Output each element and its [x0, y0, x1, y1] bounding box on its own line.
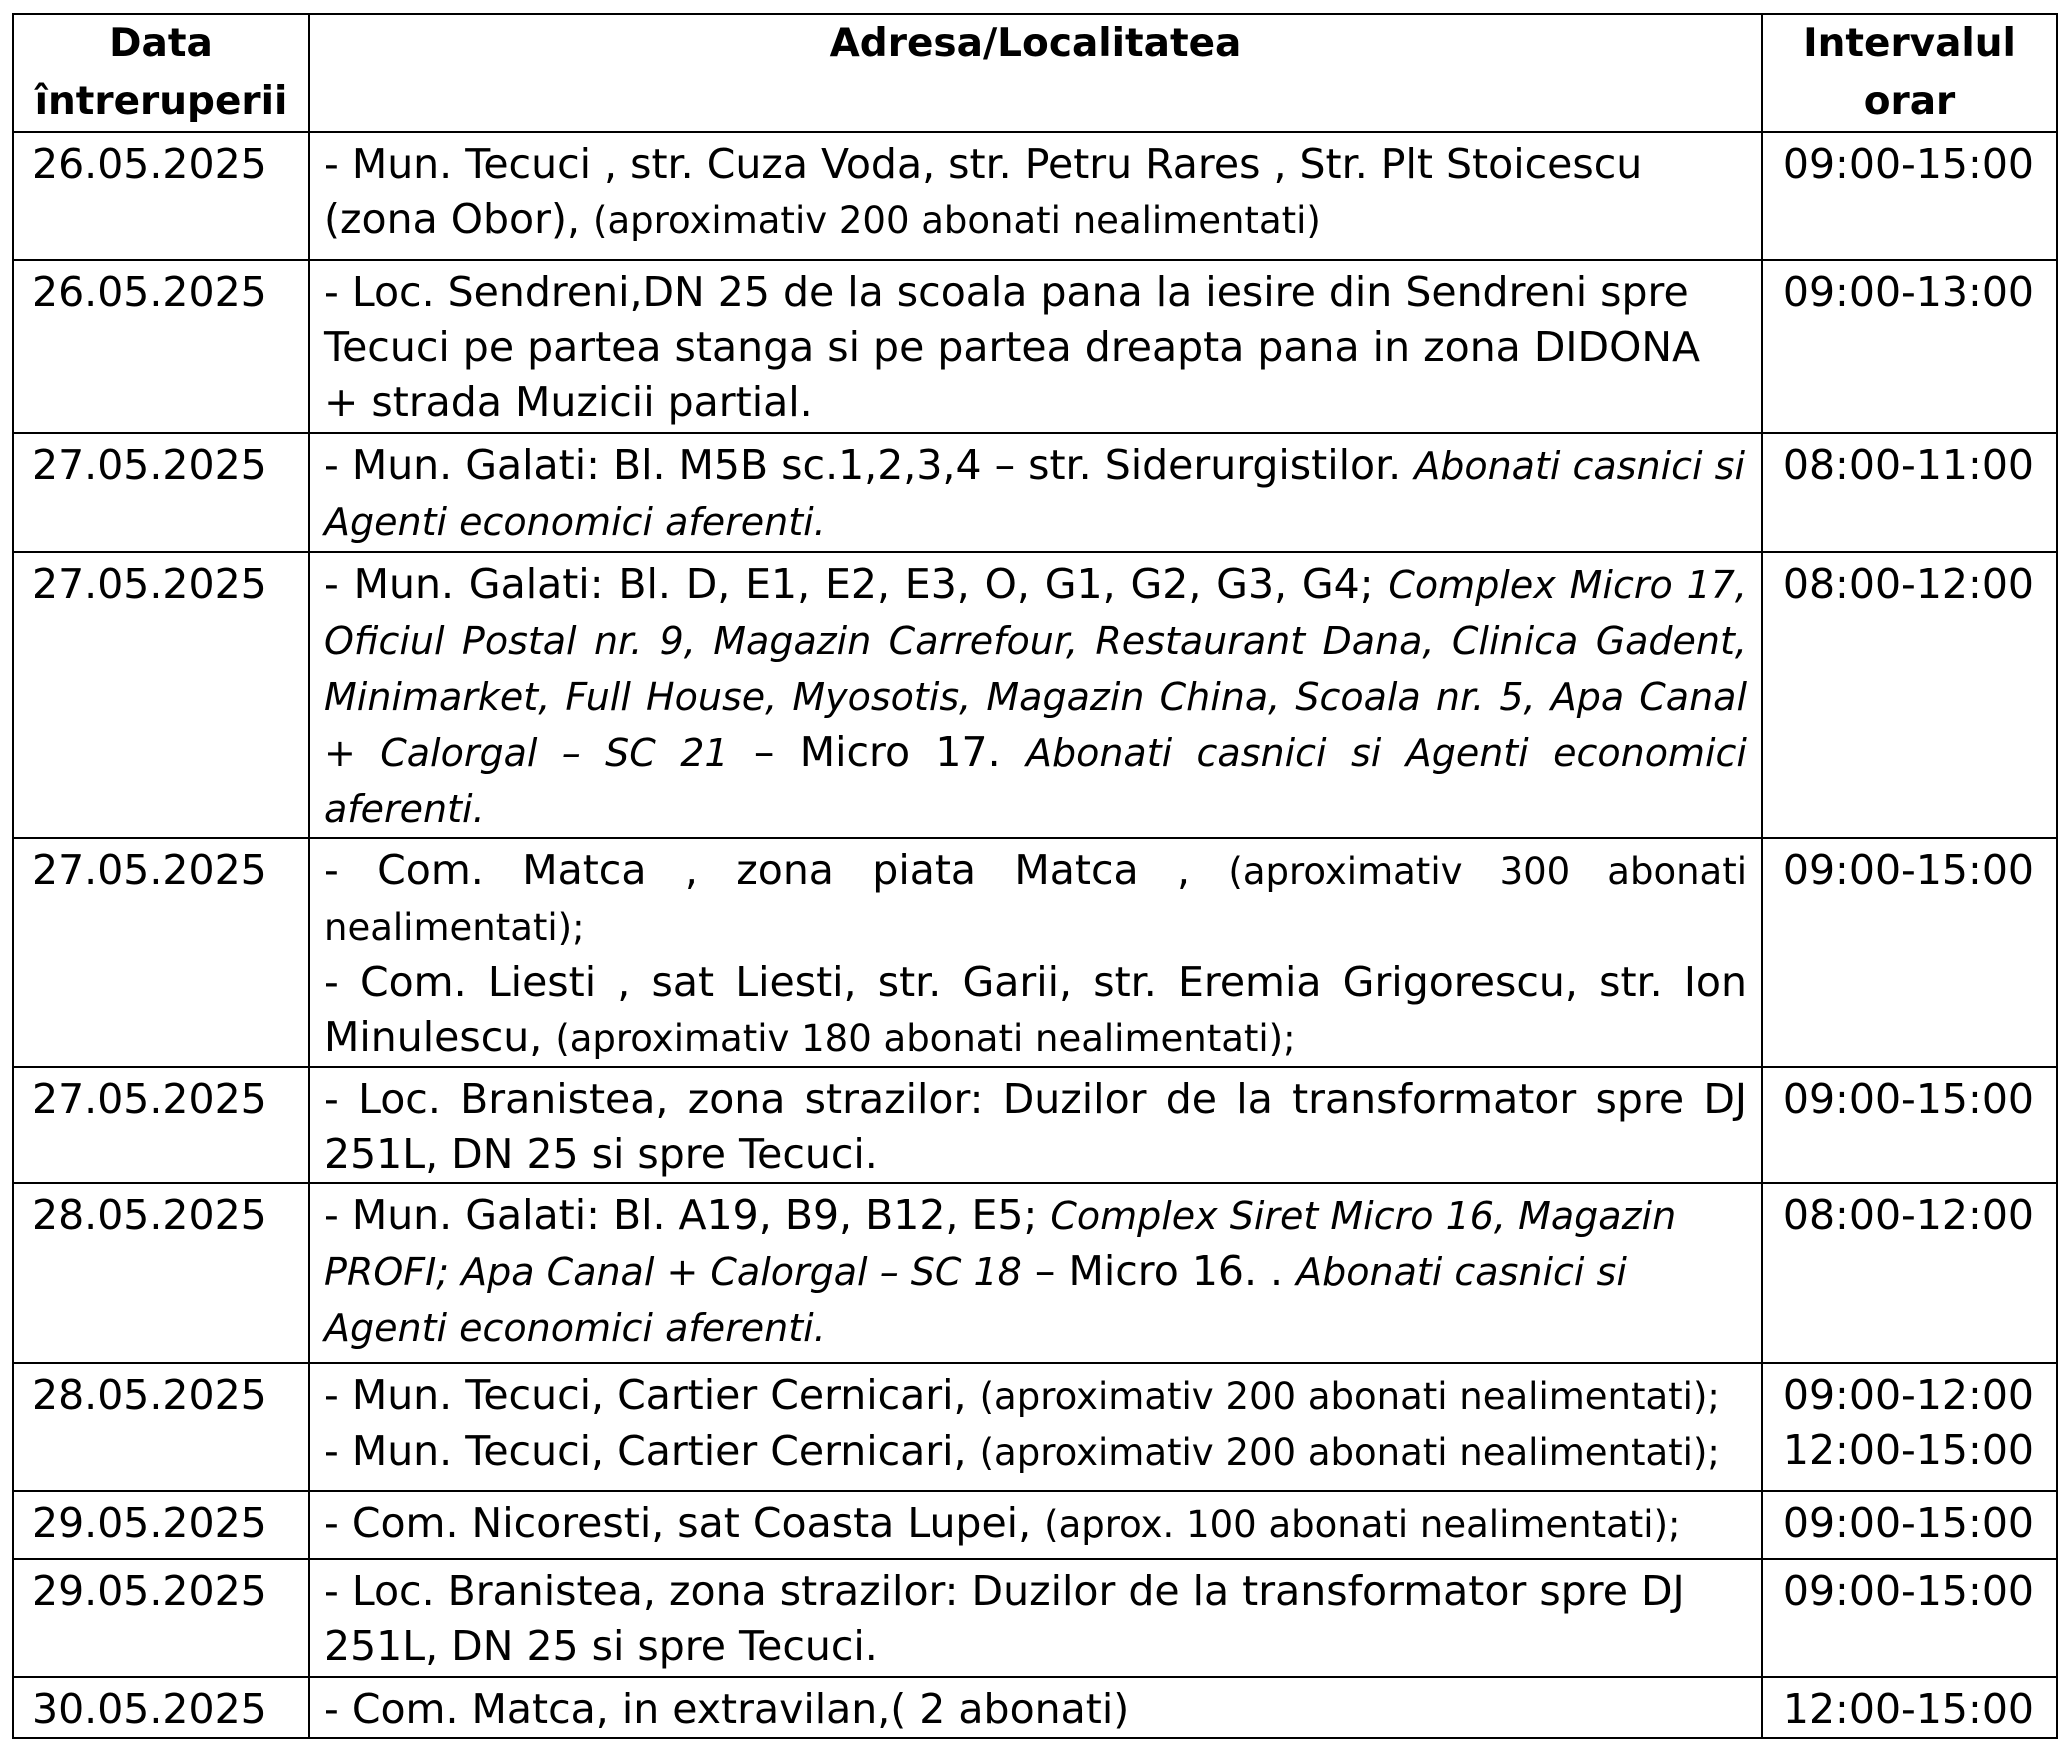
header-address: Adresa/Localitatea [309, 14, 1762, 132]
table-row [13, 1491, 2057, 1559]
row-time: 09:00-13:00 [1762, 260, 2057, 433]
table-row [13, 1559, 2057, 1677]
row-date: 28.05.2025 [13, 1183, 309, 1363]
table-row [13, 1183, 2057, 1363]
header-date: Data întreruperii [13, 14, 309, 132]
table-row [13, 1677, 2057, 1738]
row-time: 08:00-12:00 [1762, 1183, 2057, 1363]
table-row [13, 838, 2057, 1067]
row-date: 27.05.2025 [13, 552, 309, 838]
row-address: - Com. Matca , zona piata Matca , (aproximativ 300 abonati nealimentati); - Com. Liesti , sat Liesti, str. Garii, str. Eremia Grigorescu, str. Ion Minulescu, (aproximativ 180 abonati nealimentati); [309, 838, 1762, 1067]
row-address: - Com. Matca, in extravilan,( 2 abonati) [309, 1677, 1762, 1738]
row-time: 09:00-15:00 [1762, 132, 2057, 260]
row-date: 29.05.2025 [13, 1559, 309, 1677]
row-time: 09:00-12:00 12:00-15:00 [1762, 1363, 2057, 1491]
table-row [13, 1363, 2057, 1491]
row-address: - Mun. Galati: Bl. A19, B9, B12, E5; Complex Siret Micro 16, Magazin PROFI; Apa Canal + Calorgal – SC 18 – Micro 16. . Abonati casnici si Agenti economici aferenti. [309, 1183, 1762, 1363]
row-address: - Mun. Galati: Bl. D, E1, E2, E3, O, G1, G2, G3, G4; Complex Micro 17, Oficiul Postal nr. 9, Magazin Carrefour, Restaurant Dana, Clinica Gadent, Minimarket, Full House, Myosotis, Magazin China, Scoala nr. 5, Apa Canal + Calorgal – SC 21 – Micro 17. Abonati casnici si Agenti economici aferenti. [309, 552, 1762, 838]
table-row [13, 260, 2057, 433]
table-row [13, 433, 2057, 552]
row-address: - Loc. Branistea, zona strazilor: Duzilor de la transformator spre DJ 251L, DN 25 si spre Tecuci. [309, 1067, 1762, 1183]
row-date: 27.05.2025 [13, 433, 309, 552]
row-address: - Mun. Galati: Bl. M5B sc.1,2,3,4 – str. Siderurgistilor. Abonati casnici si Agenti economici aferenti. [309, 433, 1762, 552]
row-address: - Loc. Branistea, zona strazilor: Duzilor de la transformator spre DJ 251L, DN 25 si spre Tecuci. [309, 1559, 1762, 1677]
header-interval: Intervalul orar [1762, 14, 2057, 132]
row-time: 09:00-15:00 [1762, 1559, 2057, 1677]
row-time: 12:00-15:00 [1762, 1677, 2057, 1738]
row-time: 08:00-11:00 [1762, 433, 2057, 552]
row-time: 09:00-15:00 [1762, 1491, 2057, 1559]
row-date: 26.05.2025 [13, 260, 309, 433]
table-row [13, 1067, 2057, 1183]
row-time: 09:00-15:00 [1762, 838, 2057, 1067]
table-header-row [13, 14, 2057, 132]
row-address: - Loc. Sendreni,DN 25 de la scoala pana la iesire din Sendreni spre Tecuci pe partea stanga si pe partea dreapta pana in zona DIDONA + strada Muzicii partial. [309, 260, 1762, 433]
row-address: - Com. Nicoresti, sat Coasta Lupei, (aprox. 100 abonati nealimentati); [309, 1491, 1762, 1559]
row-date: 27.05.2025 [13, 838, 309, 1067]
row-date: 28.05.2025 [13, 1363, 309, 1491]
outage-schedule-table [12, 13, 2058, 1739]
row-date: 30.05.2025 [13, 1677, 309, 1738]
row-date: 26.05.2025 [13, 132, 309, 260]
table-row [13, 552, 2057, 838]
row-address: - Mun. Tecuci, Cartier Cernicari, (aproximativ 200 abonati nealimentati); - Mun. Tecuci, Cartier Cernicari, (aproximativ 200 abonati nealimentati); [309, 1363, 1762, 1491]
row-time: 09:00-15:00 [1762, 1067, 2057, 1183]
table-row [13, 132, 2057, 260]
row-time: 08:00-12:00 [1762, 552, 2057, 838]
row-address: - Mun. Tecuci , str. Cuza Voda, str. Petru Rares , Str. Plt Stoicescu (zona Obor), (aproximativ 200 abonati nealimentati) [309, 132, 1762, 260]
row-date: 29.05.2025 [13, 1491, 309, 1559]
row-date: 27.05.2025 [13, 1067, 309, 1183]
